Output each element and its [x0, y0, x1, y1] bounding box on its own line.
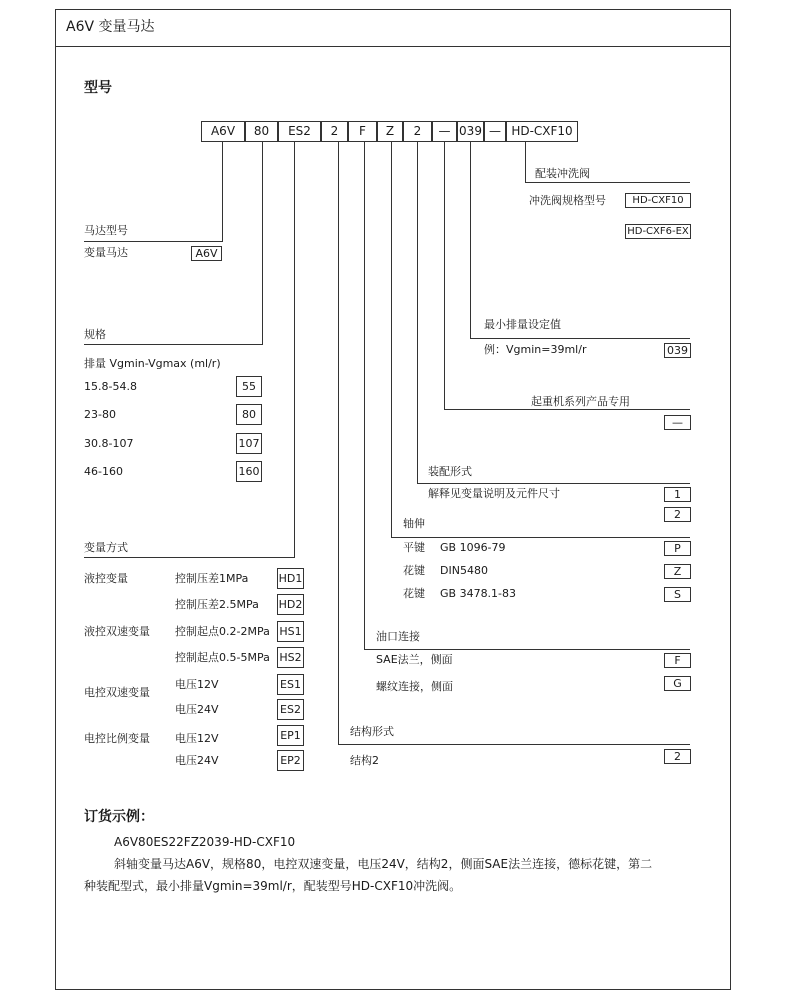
- rule-port: [364, 649, 690, 650]
- size-range: 23-80: [84, 408, 116, 421]
- control-item-desc: 电压24V: [175, 754, 219, 767]
- control-code-box: EP1: [277, 725, 304, 746]
- control-code-box: ES1: [277, 674, 304, 695]
- assembly-code-box: 1: [664, 487, 691, 502]
- control-item-desc: 控制压差2.5MPa: [175, 598, 259, 611]
- size-range: 46-160: [84, 465, 123, 478]
- shaft-label: 轴伸: [403, 517, 425, 530]
- control-item-desc: 控制起点0.2-2MPa: [175, 625, 270, 638]
- code-box-structure: 2: [321, 121, 348, 142]
- connector-flush-valve: [525, 142, 526, 182]
- connector-structure: [338, 142, 339, 745]
- rule-flush-valve: [525, 182, 690, 183]
- crane-series-code-box: —: [664, 415, 691, 430]
- control-item-desc: 电压12V: [175, 732, 219, 745]
- port-label: 油口连接: [376, 630, 420, 643]
- control-item-desc: 控制起点0.5-5MPa: [175, 651, 270, 664]
- shaft-item-name: 平键: [403, 541, 425, 554]
- connector-control: [294, 142, 295, 558]
- control-group-name: 液控双速变量: [84, 625, 150, 638]
- assembly-label: 装配形式: [428, 465, 472, 478]
- order-example-heading: 订货示例：: [84, 809, 154, 825]
- flush-valve-spec-label: 冲洗阀规格型号: [529, 194, 606, 207]
- page-title: A6V 变量马达: [66, 19, 155, 35]
- order-example-desc-line2: 种装配型式，最小排量Vgmin=39ml/r，配装型号HD-CXF10冲洗阀。: [84, 879, 462, 893]
- shaft-item-standard: DIN5480: [440, 564, 488, 577]
- connector-series: [222, 142, 223, 242]
- shaft-code-box: P: [664, 541, 691, 556]
- control-code-box: EP2: [277, 750, 304, 771]
- port-item-name: 螺纹连接，侧面: [376, 680, 453, 693]
- rule-shaft: [391, 537, 690, 538]
- structure-code-box: 2: [664, 749, 691, 764]
- size-code-box: 55: [236, 376, 262, 397]
- rule-control: [84, 557, 295, 558]
- shaft-item-standard: GB 3478.1-83: [440, 587, 517, 600]
- control-group-name: 液控变量: [84, 572, 128, 585]
- code-box-series: A6V: [201, 121, 245, 142]
- order-example-code: A6V80ES22FZ2039-HD-CXF10: [114, 835, 296, 849]
- section-heading: 型号: [84, 80, 112, 96]
- connector-assembly: [417, 142, 418, 484]
- control-item-desc: 控制压差1MPa: [175, 572, 249, 585]
- shaft-item-name: 花键: [403, 564, 425, 577]
- size-code-box: 160: [236, 461, 262, 482]
- size-code-box: 80: [236, 404, 262, 425]
- connector-crane: [444, 142, 445, 409]
- connector-port: [364, 142, 365, 650]
- min-displacement-label: 最小排量设定值: [484, 318, 561, 331]
- min-displacement-code-box: 039: [664, 343, 691, 358]
- code-box-assembly: 2: [403, 121, 432, 142]
- port-code-box: F: [664, 653, 691, 668]
- connector-size: [262, 142, 263, 345]
- port-code-box: G: [664, 676, 691, 691]
- rule-structure: [338, 744, 690, 745]
- structure-item: 结构2: [350, 754, 379, 767]
- control-item-desc: 电压24V: [175, 703, 219, 716]
- control-label: 变量方式: [84, 541, 128, 554]
- size-range: 30.8-107: [84, 437, 134, 450]
- flush-valve-label: 配装冲洗阀: [535, 167, 590, 180]
- flush-valve-code-box: HD-CXF6-EX: [625, 224, 691, 239]
- rule-crane: [444, 409, 690, 410]
- rule-size: [84, 344, 263, 345]
- connector-min-displacement: [470, 142, 471, 339]
- shaft-code-box: Z: [664, 564, 691, 579]
- code-box-port: F: [348, 121, 377, 142]
- connector-shaft: [391, 142, 392, 538]
- code-box-shaft: Z: [377, 121, 403, 142]
- size-code-box: 107: [236, 433, 262, 454]
- control-item-desc: 电压12V: [175, 678, 219, 691]
- order-example-desc-line1: 斜轴变量马达A6V，规格80，电控双速变量，电压24V，结构2，侧面SAE法兰连接，德标花键，第二: [114, 857, 653, 871]
- flush-valve-code-box: HD-CXF10: [625, 193, 691, 208]
- code-box-dash: —: [484, 121, 506, 142]
- size-sub-label: 排量 Vgmin-Vgmax (ml/r): [84, 357, 221, 370]
- shaft-item-standard: GB 1096-79: [440, 541, 506, 554]
- port-item-name: SAE法兰，侧面: [376, 653, 453, 666]
- structure-label: 结构形式: [350, 725, 394, 738]
- code-box-flush-valve: HD-CXF10: [506, 121, 578, 142]
- motor-type-item: 变量马达: [84, 246, 128, 259]
- shaft-code-box: S: [664, 587, 691, 602]
- code-box-control: ES2: [278, 121, 321, 142]
- rule-motor-type: [84, 241, 223, 242]
- rule-min-displacement: [470, 338, 690, 339]
- code-box-min-displacement: 039: [457, 121, 484, 142]
- code-box-crane: —: [432, 121, 457, 142]
- crane-series-label: 起重机系列产品专用: [531, 395, 630, 408]
- control-code-box: HD1: [277, 568, 304, 589]
- control-group-name: 电控双速变量: [84, 686, 150, 699]
- assembly-desc: 解释见变量说明及元件尺寸: [428, 487, 560, 500]
- header-divider: [55, 46, 731, 47]
- control-code-box: HS2: [277, 647, 304, 668]
- control-code-box: ES2: [277, 699, 304, 720]
- min-displacement-example: 例：Vgmin=39ml/r: [484, 343, 587, 356]
- assembly-code-box: 2: [664, 507, 691, 522]
- motor-type-code-box: A6V: [191, 246, 222, 261]
- control-group-name: 电控比例变量: [84, 732, 150, 745]
- shaft-item-name: 花键: [403, 587, 425, 600]
- size-range: 15.8-54.8: [84, 380, 137, 393]
- rule-assembly: [417, 483, 690, 484]
- code-box-size: 80: [245, 121, 278, 142]
- control-code-box: HD2: [277, 594, 304, 615]
- control-code-box: HS1: [277, 621, 304, 642]
- motor-type-label: 马达型号: [84, 224, 128, 237]
- size-label: 规格: [84, 328, 106, 341]
